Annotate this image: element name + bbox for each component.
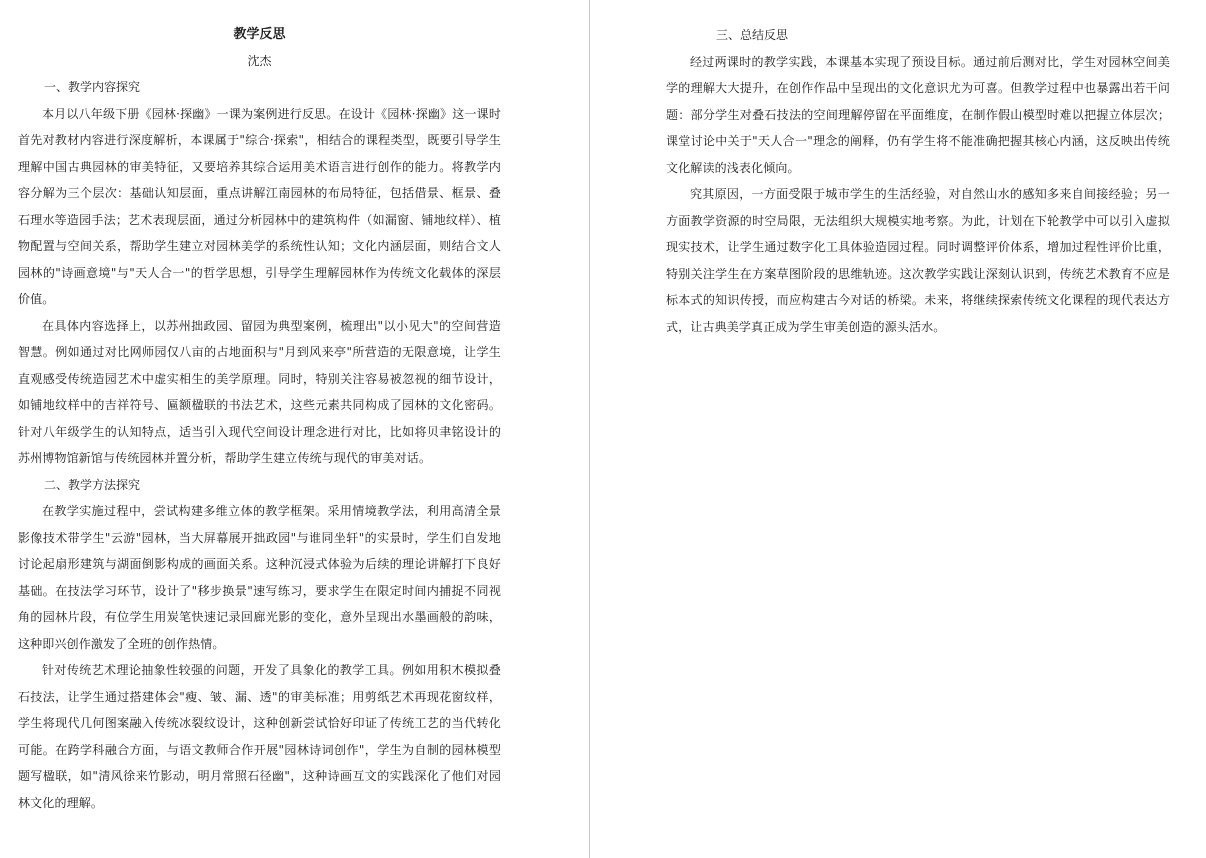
section-heading-method: 二、教学方法探究	[44, 477, 141, 492]
paragraph: 经过两课时的教学实践，本课基本实现了预设目标。通过前后测对比，学生对园林空间美学的理解大大提升，在创作作品中呈现出的文化意识尤为可喜。但教学过程中也暴露出若干问题：部分学生对叠石技法的空间理解停留在平面维度，在制作假山模型时难以把握立体层次；课堂讨论中关于"天人合一"理念的阐释，仍有学生将不能准确把握其核心内涵，这反映出传统文化解读的浅表化倾向。	[666, 54, 1170, 175]
section-heading-content: 一、教学内容探究	[44, 80, 141, 94]
section-heading-summary: 三、总结反思	[716, 28, 789, 42]
page-right	[592, 0, 1206, 858]
page-left	[0, 0, 589, 858]
paragraph: 在具体内容选择上，以苏州拙政园、留园为典型案例，梳理出"以小见大"的空间营造智慧。例如通过对比网师园仅八亩的占地面积与"月到风来亭"所营造的无限意境，让学生直观感受传统造园艺术中虚实相生的美学原理。同时，特别关注容易被忽视的细节设计，如铺地纹样中的吉祥符号、匾额楹联的书法艺术，这些元素共同构成了园林的文化密码。针对八年级学生的认知特点，适当引入现代空间设计理念进行对比，比如将贝聿铭设计的苏州博物馆新馆与传统园林并置分析，帮助学生建立传统与现代的审美对话。	[18, 318, 501, 465]
document-title: 教学反思	[233, 27, 286, 42]
page-divider	[589, 0, 590, 858]
document-author: 沈杰	[247, 54, 272, 68]
paragraph: 究其原因，一方面受限于城市学生的生活经验，对自然山水的感知多来自间接经验；另一方面教学资源的时空局限，无法组织大规模实地考察。为此，计划在下轮教学中可以引入虚拟现实技术，让学生通过数字化工具体验造园过程。同时调整评价体系，增加过程性评价比重，特别关注学生在方案草图阶段的思维轨迹。这次教学实践让深刻认识到，传统艺术教育不应是标本式的知识传授，而应构建古今对话的桥梁。未来，将继续探索传统文化课程的现代表达方式，让古典美学真正成为学生审美创造的源头活水。	[666, 187, 1170, 334]
paragraph: 针对传统艺术理论抽象性较强的问题，开发了具象化的教学工具。例如用积木模拟叠石技法，让学生通过搭建体会"瘦、皱、漏、透"的审美标准；用剪纸艺术再现花窗纹样，学生将现代几何图案融入传统冰裂纹设计，这种创新尝试恰好印证了传统工艺的当代转化可能。在跨学科融合方面，与语文教师合作开展"园林诗词创作"，学生为自制的园林模型题写楹联，如"清风徐来竹影动，明月常照石径幽"，这种诗画互文的实践深化了他们对园林文化的理解。	[18, 663, 501, 810]
paragraph: 本月以八年级下册《园林·探幽》一课为案例进行反思。在设计《园林·探幽》这一课时首先对教材内容进行深度解析，本课属于"综合·探索"，相结合的课程类型，既要引导学生理解中国古典园林的审美特征，又要培养其综合运用美术语言进行创作的能力。将教学内容分解为三个层次：基础认知层面，重点讲解江南园林的布局特征，包括借景、框景、叠石理水等造园手法；艺术表现层面，通过分析园林中的建筑构件（如漏窗、铺地纹样）、植物配置与空间关系，帮助学生建立对园林美学的系统性认知；文化内涵层面，则结合文人园林的"诗画意境"与"天人合一"的哲学思想，引导学生理解园林作为传统文化载体的深层价值。	[18, 106, 501, 306]
paragraph: 在教学实施过程中，尝试构建多维立体的教学框架。采用情境教学法，利用高清全景影像技术带学生"云游"园林，当大屏幕展开拙政园"与谁同坐轩"的实景时，学生们自发地讨论起扇形建筑与湖面倒影构成的画面关系。这种沉浸式体验为后续的理论讲解打下良好基础。在技法学习环节，设计了"移步换景"速写练习，要求学生在限定时间内捕捉不同视角的园林片段，有位学生用炭笔快速记录回廊光影的变化，意外呈现出水墨画般的韵味，这种即兴创作激发了全班的创作热情。	[18, 504, 501, 651]
